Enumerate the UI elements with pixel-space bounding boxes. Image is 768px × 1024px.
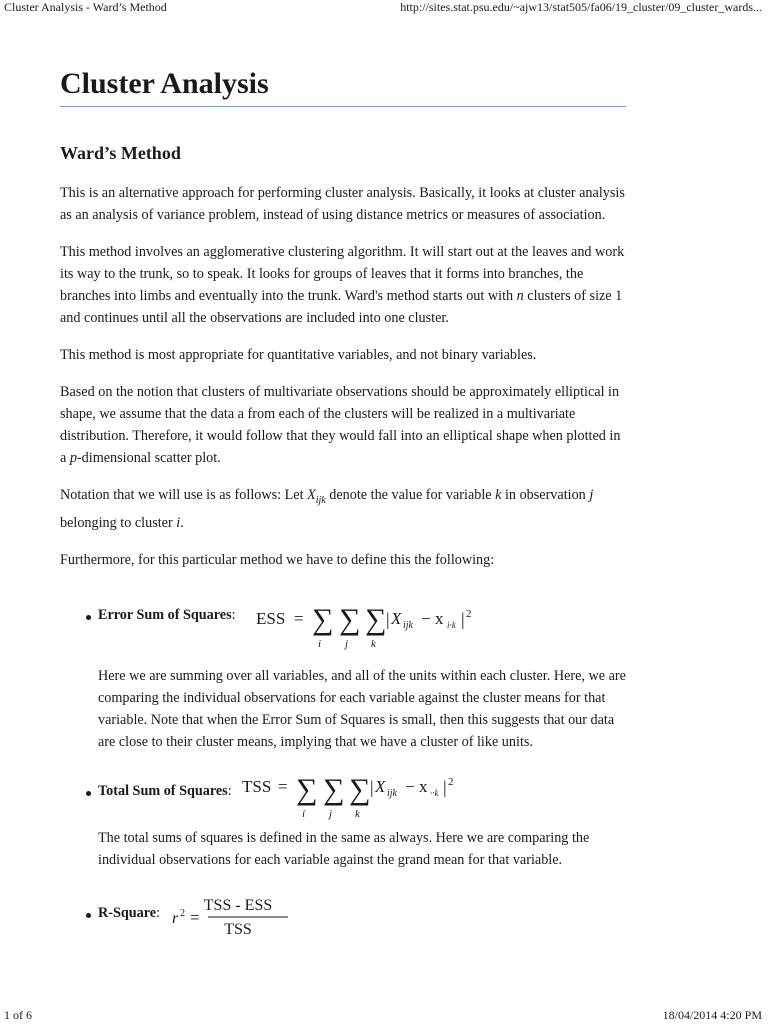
minus-sign: − xyxy=(421,608,431,628)
bullet-icon xyxy=(86,913,91,918)
r-exponent: 2 xyxy=(180,907,185,919)
sum-symbol-k: ∑ xyxy=(365,602,387,636)
print-datetime: 18/04/2014 4:20 PM xyxy=(662,1008,762,1022)
rsq-equals: = xyxy=(190,907,200,927)
paragraph-variables: This method is most appropriate for quantitative variables, and not binary variables. xyxy=(60,347,537,363)
sum-index-i: i xyxy=(302,807,306,820)
rsq-denominator: TSS xyxy=(224,920,252,938)
sum-index-j: j xyxy=(345,637,349,650)
bullet-icon xyxy=(86,615,91,620)
tss-lhs: TSS xyxy=(242,776,272,796)
sum-symbol-i: ∑ xyxy=(296,772,318,806)
rsquare-label: R-Square xyxy=(98,904,157,921)
section-heading: Ward’s Method xyxy=(60,143,181,163)
x-sub: ijk xyxy=(403,619,413,631)
x-mean: x xyxy=(435,608,444,628)
x-var: X xyxy=(375,776,386,796)
square-exponent: 2 xyxy=(448,775,454,788)
sum-index-j: j xyxy=(329,807,333,820)
x-grand-mean-sub: ··k xyxy=(430,787,439,798)
x-sub: ijk xyxy=(387,787,397,799)
sum-index-k: k xyxy=(371,637,376,650)
sum-index-k: k xyxy=(355,807,360,820)
tss-equals: = xyxy=(278,776,288,796)
abs-close: | xyxy=(443,776,447,797)
ess-lhs: ESS xyxy=(256,608,286,628)
sum-symbol-j: ∑ xyxy=(323,772,345,806)
ess-equals: = xyxy=(294,608,304,628)
abs-open: | xyxy=(370,776,374,797)
list-item-rsquare: R-Square: r 2 = TSS - ESS TSS xyxy=(60,893,626,949)
page-number: 1 of 6 xyxy=(4,1008,32,1022)
definitions-list-2 xyxy=(60,771,626,827)
page-title: Cluster Analysis xyxy=(60,66,626,107)
sum-index-i: i xyxy=(318,637,322,650)
page-url[interactable]: http://sites.stat.psu.edu/~ajw13/stat505/fa06/19_cluster/09_cluster_wards... xyxy=(400,0,762,14)
definitions-list xyxy=(60,595,626,651)
rsq-numerator: TSS - ESS xyxy=(203,896,273,914)
tss-description: The total sums of squares is defined in the same as always. Here we are comparing the individual observations for each variable against the grand mean for that variable. xyxy=(98,829,590,868)
paragraph-elliptical: Based on the notion that clusters of multivariate observations should be approximately elliptical in shape, we assume that the data a from each of the clusters will be realized in a multivariate distribution. Therefore, it would follow that they would fall into an elliptical shape when plotted in a p-dimensional scatter plot. xyxy=(60,384,621,466)
square-exponent: 2 xyxy=(466,607,472,620)
rsquare-formula xyxy=(168,893,308,949)
browser-page-title: Cluster Analysis - Ward’s Method xyxy=(4,0,167,14)
bullet-icon xyxy=(86,791,91,796)
abs-open: | xyxy=(386,608,390,629)
paragraph-notation: Notation that we will use is as follows: Let $X_{ijk}$ denote the value for variable k in observation j belonging to cluster i. xyxy=(60,487,594,531)
definitions-list-3 xyxy=(60,893,626,949)
paragraph-algorithm: This method involves an agglomerative clustering algorithm. It will start out at the leaves and work its way to the trunk, so to speak. It looks for groups of leaves that it forms into branches, the branches into limbs and eventually into the trunk. Ward's method starts out with n clusters of size 1 and continues until all the observations are included into one cluster. xyxy=(60,244,625,326)
list-item-tss: Total Sum of Squares: TSS = ∑ i ∑ j ∑ k | X ijk − x ··k | 2 xyxy=(60,771,626,827)
paragraph-intro: This is an alternative approach for performing cluster analysis. Basically, it looks at cluster analysis as an analysis of variance problem, instead of using distance metrics or measures of association. xyxy=(60,185,625,223)
tss-formula xyxy=(240,771,470,827)
sum-symbol-k: ∑ xyxy=(349,772,371,806)
x-var: X xyxy=(391,608,402,628)
r-var: r xyxy=(172,909,179,927)
ess-label: Error Sum of Squares xyxy=(98,606,232,623)
ess-formula xyxy=(254,595,484,651)
sum-symbol-i: ∑ xyxy=(312,602,334,636)
sum-symbol-j: ∑ xyxy=(339,602,361,636)
minus-sign: − xyxy=(405,776,415,796)
ess-description: Here we are summing over all variables, and all of the units within each cluster. Here, we are comparing the individual observations for each variable against the cluster means for that variable. Note that when the Error Sum of Squares is small, then this suggests that our data are close to their cluster means, implying that we have a cluster of like units. xyxy=(98,667,626,750)
tss-label: Total Sum of Squares xyxy=(98,782,228,799)
abs-close: | xyxy=(461,608,465,629)
document-content xyxy=(60,66,626,949)
paragraph-definitions-intro: Furthermore, for this particular method we have to define this the following: xyxy=(60,551,495,568)
list-item-ess: Error Sum of Squares: ESS = ∑ i ∑ j ∑ k | X ijk − x i·k | 2 xyxy=(60,595,626,651)
x-mean-sub: i·k xyxy=(447,619,456,630)
x-grand-mean: x xyxy=(419,776,428,796)
